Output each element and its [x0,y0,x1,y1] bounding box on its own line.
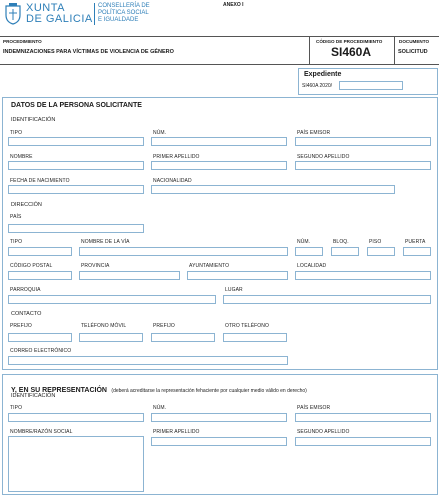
pais-emisor-label: PAÍS EMISOR [297,130,331,136]
otro-telefono-label: OTRO TELÉFONO [225,323,269,329]
xunta-emblem-icon [3,3,23,25]
lugar-input[interactable] [223,295,431,304]
bloq-input[interactable] [331,247,359,256]
applicant-section-title: DATOS DE LA PERSONA SOLICITANTE [11,102,142,109]
code-value: SI460A [331,45,372,59]
primer-apellido-input[interactable] [151,161,287,170]
expediente-code: SI460A 2020/ [302,83,333,89]
header-top-line [0,36,439,37]
rep-nombre-input[interactable] [8,436,144,492]
rep-num-label: NÚM. [153,405,167,411]
nombre-input[interactable] [8,161,144,170]
nacionalidad-label: NACIONALIDAD [153,178,192,184]
rep-primer-apellido-input[interactable] [151,437,287,446]
segundo-apellido-input[interactable] [295,161,431,170]
ayuntamiento-input[interactable] [187,271,288,280]
tipo-input[interactable] [8,137,144,146]
localidad-label: LOCALIDAD [297,263,327,269]
expediente-number-input[interactable] [339,81,403,90]
bloq-label: BLOQ. [333,239,349,245]
annex-label: ANEXO I [223,2,244,8]
parroquia-input[interactable] [8,295,216,304]
rep-primer-apellido-label: PRIMER APELLIDO [153,429,200,435]
correo-label: CORREO ELECTRÓNICO [10,348,72,354]
logo-dept1: CONSELLERÍA DE [98,3,150,9]
document-label: DOCUMENTO [399,39,430,44]
expediente-title: Expediente [304,71,342,78]
provincia-label: PROVINCIA [81,263,110,269]
puerta-label: PUERTA [405,239,426,245]
segundo-apellido-label: SEGUNDO APELLIDO [297,154,350,160]
representative-note: (deberá acreditarse la representación fehaciente por cualquier medio válido en derecho) [111,388,307,394]
tipo-via-input[interactable] [8,247,72,256]
representative-title: Y, EN SU REPRESENTACIÓN [11,387,107,394]
ayuntamiento-label: AYUNTAMIENTO [189,263,230,269]
codigo-postal-label: CÓDIGO POSTAL [10,263,53,269]
codigo-postal-input[interactable] [8,271,72,280]
header-bottom-line [0,64,439,65]
lugar-label: LUGAR [225,287,243,293]
rep-tipo-label: TIPO [10,405,23,411]
rep-tipo-input[interactable] [8,413,144,422]
rep-identification-heading: IDENTIFICACIÓN [11,393,56,399]
rep-pais-emisor-label: PAÍS EMISOR [297,405,331,411]
pais-input[interactable] [8,224,144,233]
representative-section-title [11,379,307,397]
pais-label: PAÍS [10,214,22,220]
contacto-heading: CONTACTO [11,311,42,317]
fecha-nacimiento-input[interactable] [8,185,144,194]
piso-label: PISO [369,239,382,245]
otro-telefono-input[interactable] [223,333,287,342]
identification-heading: IDENTIFICACIÓN [11,117,56,123]
direccion-heading: DIRECCIÓN [11,202,42,208]
prefijo1-input[interactable] [8,333,72,342]
num-input[interactable] [151,137,287,146]
header-divider-1 [309,36,310,64]
nacionalidad-input[interactable] [151,185,395,194]
num-label: NÚM. [153,130,167,136]
tipo-via-label: TIPO [10,239,23,245]
prefijo2-input[interactable] [151,333,215,342]
logo-dept3: E IGUALDADE [98,17,139,23]
num-via-label: NÚM. [297,239,311,245]
telefono-movil-label: TELÉFONO MÓVIL [81,323,127,329]
code-label: CÓDIGO DE PROCEDIMIENTO [316,39,383,44]
parroquia-label: PARROQUIA [10,287,41,293]
document-value: SOLICITUD [398,49,428,55]
primer-apellido-label: PRIMER APELLIDO [153,154,200,160]
logo-line2: DE GALICIA [26,13,93,25]
procedure-value: INDEMNIZACIONES PARA VÍCTIMAS DE VIOLENCIA DE GÉNERO [3,49,174,55]
num-via-input[interactable] [295,247,323,256]
nombre-label: NOMBRE [10,154,33,160]
fecha-nacimiento-label: FECHA DE NACIMIENTO [10,178,70,184]
rep-nombre-label: NOMBRE/RAZÓN SOCIAL [10,429,73,435]
prefijo2-label: PREFIJO [153,323,175,329]
pais-emisor-input[interactable] [295,137,431,146]
nombre-via-label: NOMBRE DE LA VÍA [81,239,130,245]
xunta-logo [3,2,163,26]
logo-dept2: POLÍTICA SOCIAL [98,10,149,16]
nombre-via-input[interactable] [79,247,288,256]
logo-line1: XUNTA [26,2,65,14]
header-divider-2 [394,36,395,64]
telefono-movil-input[interactable] [79,333,143,342]
provincia-input[interactable] [79,271,180,280]
rep-segundo-apellido-label: SEGUNDO APELLIDO [297,429,350,435]
rep-pais-emisor-input[interactable] [295,413,431,422]
puerta-input[interactable] [403,247,431,256]
piso-input[interactable] [367,247,395,256]
rep-num-input[interactable] [151,413,287,422]
rep-segundo-apellido-input[interactable] [295,437,431,446]
procedure-label: PROCEDIMIENTO [3,39,42,44]
logo-divider [94,3,95,25]
tipo-label: TIPO [10,130,23,136]
correo-input[interactable] [8,356,288,365]
localidad-input[interactable] [295,271,431,280]
prefijo1-label: PREFIJO [10,323,32,329]
